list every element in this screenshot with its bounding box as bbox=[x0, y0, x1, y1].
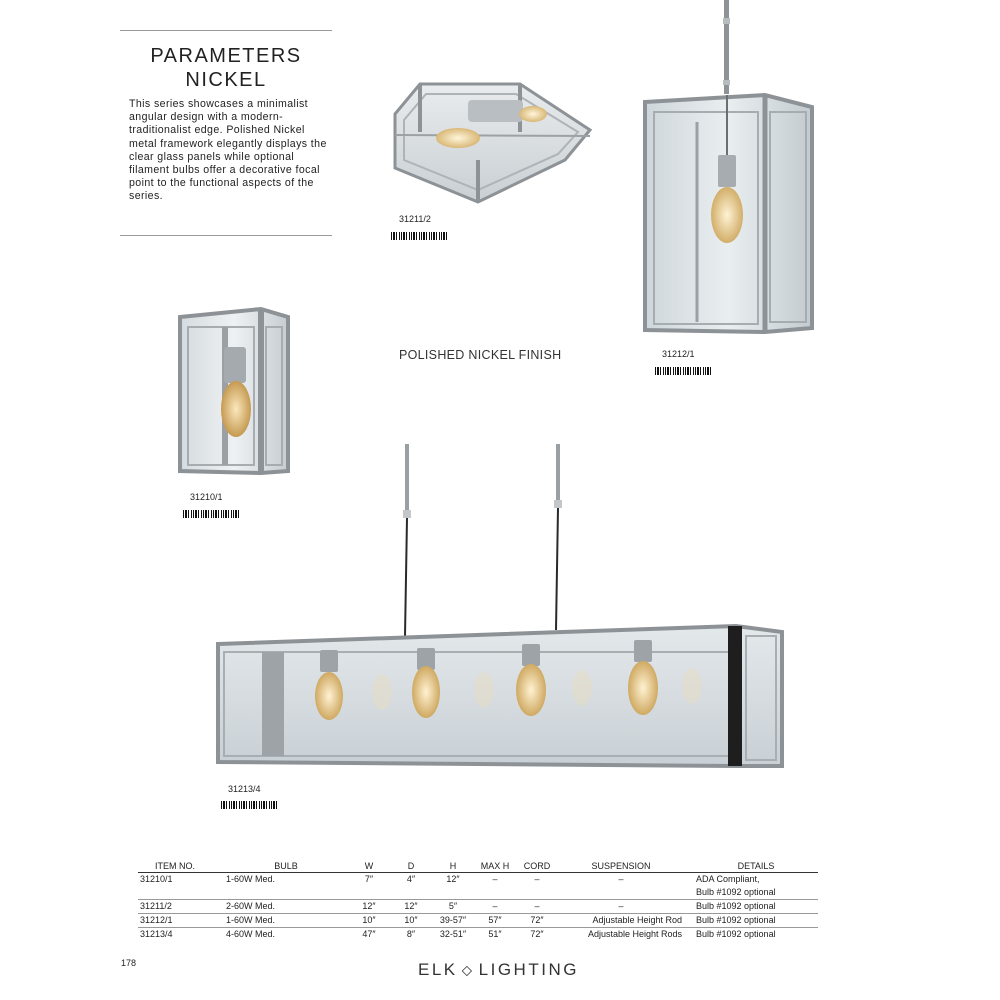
cell bbox=[474, 886, 516, 900]
cell: 8″ bbox=[390, 928, 432, 942]
col-details: DETAILS bbox=[684, 860, 818, 873]
table-row bbox=[138, 886, 818, 900]
header-bottom-rule bbox=[120, 235, 332, 236]
col-h: H bbox=[432, 860, 474, 873]
cell: 72″ bbox=[516, 928, 558, 942]
cell: 12″ bbox=[446, 874, 460, 884]
cell: – bbox=[558, 900, 684, 914]
table-row bbox=[138, 914, 818, 928]
cell: ADA Compliant, bbox=[696, 874, 760, 884]
cell: – bbox=[474, 900, 516, 914]
table-row bbox=[138, 928, 818, 942]
cell: – bbox=[534, 874, 540, 884]
col-d: D bbox=[390, 860, 432, 873]
series-title-line2: NICKEL bbox=[185, 69, 267, 91]
cell: Bulb #1092 optional bbox=[696, 887, 776, 897]
cell: 4-60W Med. bbox=[212, 928, 348, 942]
cell bbox=[516, 886, 558, 900]
product-image-31213 bbox=[212, 440, 788, 772]
cell: 39-57″ bbox=[432, 914, 474, 928]
cell: 1-60W Med. bbox=[226, 874, 276, 884]
cell bbox=[138, 886, 212, 900]
barcode-31211 bbox=[391, 232, 448, 240]
specifications-table bbox=[138, 860, 818, 941]
cell: 47″ bbox=[348, 928, 390, 942]
table-header-row bbox=[138, 860, 818, 873]
col-suspension: SUSPENSION bbox=[558, 860, 684, 873]
cell bbox=[432, 886, 474, 900]
cell: – bbox=[492, 874, 498, 884]
table-row bbox=[138, 873, 818, 887]
cell: 10″ bbox=[348, 914, 390, 928]
col-cord: CORD bbox=[516, 860, 558, 873]
cell: 57″ bbox=[474, 914, 516, 928]
barcode-31212 bbox=[655, 367, 712, 375]
barcode-31213 bbox=[221, 801, 278, 809]
cell: 51″ bbox=[474, 928, 516, 942]
col-max-h: MAX H bbox=[474, 860, 516, 873]
cell: 10″ bbox=[390, 914, 432, 928]
cell: 1-60W Med. bbox=[212, 914, 348, 928]
cell: 12″ bbox=[390, 900, 432, 914]
product-image-31212 bbox=[640, 0, 820, 340]
cell: 31212/1 bbox=[138, 914, 212, 928]
series-title-line1: PARAMETERS bbox=[150, 45, 302, 67]
product-sku-31211: 31211/2 bbox=[399, 214, 431, 224]
cell: – bbox=[618, 874, 624, 884]
brand-name-left: ELK bbox=[418, 960, 458, 979]
cell: – bbox=[516, 900, 558, 914]
table-row bbox=[138, 900, 818, 914]
cell: 31213/4 bbox=[138, 928, 212, 942]
cell: 4″ bbox=[406, 874, 416, 884]
cell bbox=[212, 886, 348, 900]
cell bbox=[558, 886, 684, 900]
cell: 31210/1 bbox=[140, 874, 173, 884]
brand-name-right: LIGHTING bbox=[478, 960, 579, 979]
cell: 7″ bbox=[364, 874, 374, 884]
cell: Bulb #1092 optional bbox=[684, 914, 818, 928]
col-w: W bbox=[348, 860, 390, 873]
product-image-31211 bbox=[390, 80, 595, 205]
cell bbox=[390, 886, 432, 900]
cell: Bulb #1092 optional bbox=[684, 928, 818, 942]
brand-logo bbox=[418, 960, 579, 980]
cell: 5″ bbox=[432, 900, 474, 914]
product-sku-31212: 31212/1 bbox=[662, 349, 695, 359]
cell bbox=[348, 886, 390, 900]
cell: Adjustable Height Rods bbox=[558, 928, 684, 942]
col-bulb: BULB bbox=[212, 860, 348, 873]
cell: Adjustable Height Rod bbox=[558, 914, 684, 928]
page-number: 178 bbox=[121, 958, 137, 968]
col-item-no: ITEM NO. bbox=[138, 860, 212, 873]
finish-label: POLISHED NICKEL FINISH bbox=[399, 348, 562, 362]
cell: 72″ bbox=[516, 914, 558, 928]
series-description: This series showcases a minimalist angular design with a modern-traditionalist edge. Polished Nickel metal framework elegantly displays the clear glass panels while optional filament bulbs offer a decorative focal point to the functional aspects of the series. bbox=[129, 98, 327, 203]
cell: 32-51″ bbox=[432, 928, 474, 942]
cell: 12″ bbox=[348, 900, 390, 914]
cell: Bulb #1092 optional bbox=[684, 900, 818, 914]
cell: 31211/2 bbox=[138, 900, 212, 914]
cell: 2-60W Med. bbox=[212, 900, 348, 914]
product-sku-31213: 31213/4 bbox=[228, 784, 261, 794]
product-sku-31210: 31210/1 bbox=[190, 492, 223, 502]
diamond-icon: ⬦ bbox=[461, 961, 475, 979]
header-top-rule bbox=[120, 30, 332, 31]
